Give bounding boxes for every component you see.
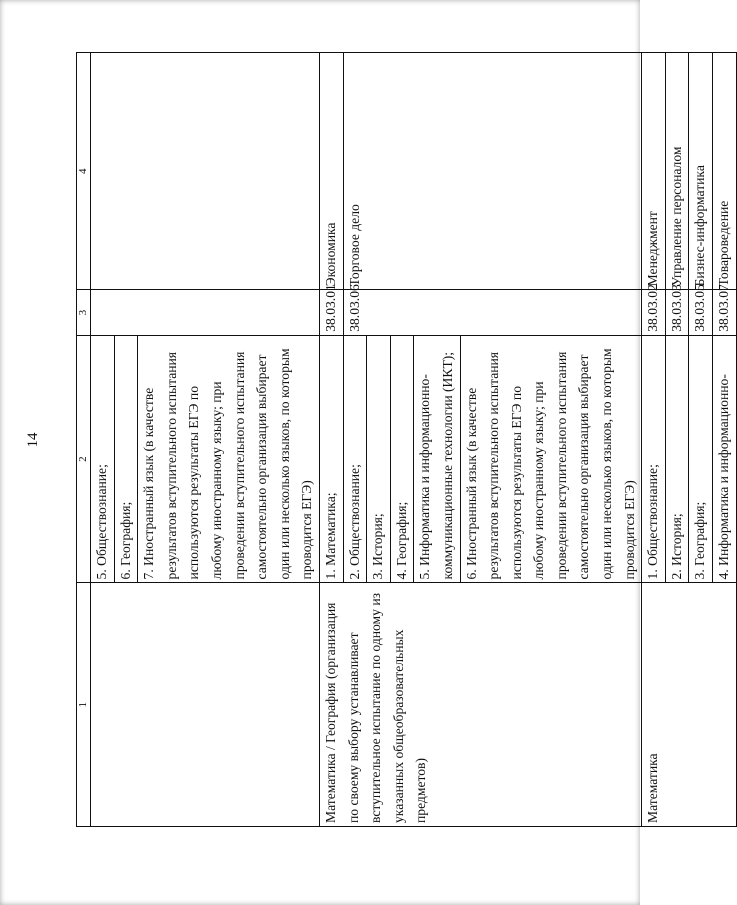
list-item: 5. Обществознание; xyxy=(91,336,115,583)
program-name: Менеджмент xyxy=(642,53,666,289)
page-number: 14 xyxy=(25,432,41,448)
list-item: 1. Обществознание; xyxy=(642,336,666,583)
list-item: 1. Математика; xyxy=(320,336,344,583)
program-name: Бизнес-информатика xyxy=(689,53,713,289)
program-name: Экономика xyxy=(320,53,344,289)
program-code: 38.03.07 xyxy=(716,284,732,332)
code-cell xyxy=(91,290,320,335)
header-cell-3: 3 xyxy=(77,290,91,335)
table-row xyxy=(319,53,641,827)
header-cell-2: 2 xyxy=(77,335,91,583)
admission-table xyxy=(76,52,737,827)
exam-list-cell xyxy=(91,335,320,583)
list-item: 3. История; xyxy=(367,336,391,583)
program-name: Управление персоналом xyxy=(666,53,690,289)
list-item: 6. География; xyxy=(115,336,139,583)
exam-list-cell xyxy=(319,335,641,583)
header-cell-4: 4 xyxy=(77,53,91,290)
exam-list-cell xyxy=(642,335,736,583)
list-item: 2. Обществознание; xyxy=(344,336,368,583)
list-item: 6. Иностранный язык (в качестве результатов вступительного испытания используются результаты ЕГЭ по любому иностранному языку; при проведении вступительного испытания самостоятельно организация выбирает один или несколько языков, по которым проводится ЕГЭ) xyxy=(463,348,637,580)
program-code: 38.03.02 xyxy=(642,290,666,334)
program-name: Товароведение xyxy=(716,200,732,287)
program-code: 38.03.03 xyxy=(666,290,690,334)
admission-table-rotated xyxy=(76,52,732,827)
subject-cell xyxy=(91,583,320,827)
subject-cell: Математика xyxy=(642,583,736,827)
list-item: 7. Иностранный язык (в качестве результатов вступительного испытания используются результаты ЕГЭ по любому иностранному языку; при проведении вступительного испытания самостоятельно организация выбирает один или несколько языков, по которым проводится ЕГЭ) xyxy=(141,348,315,580)
list-item: 4. География; xyxy=(391,336,415,583)
header-cell-1: 1 xyxy=(77,583,91,827)
header-row xyxy=(77,53,91,827)
code-cell xyxy=(642,284,736,335)
list-item: 4. Информатика и информационно- xyxy=(716,374,732,580)
list-item: 2. История; xyxy=(666,336,690,583)
table-row xyxy=(91,53,320,827)
list-item: 3. География; xyxy=(689,336,713,583)
program-cell xyxy=(91,53,320,290)
program-code: 38.03.05 xyxy=(689,290,713,334)
program-cell xyxy=(642,53,736,290)
table-row xyxy=(642,53,736,827)
subject-cell: Математика / География (организация по своему выбору устанавливает вступительное испытание по одному из указанных общеобразовательных предметов) xyxy=(319,583,641,827)
code-cell xyxy=(319,284,641,335)
program-code: 38.03.01 xyxy=(320,290,344,334)
program-cell xyxy=(319,53,641,290)
program-code: 38.03.06 xyxy=(346,284,362,332)
program-name: Торговое дело xyxy=(346,204,362,287)
list-item: 5. Информатика и информационно-коммуникационные технологии (ИКТ); xyxy=(414,336,460,583)
